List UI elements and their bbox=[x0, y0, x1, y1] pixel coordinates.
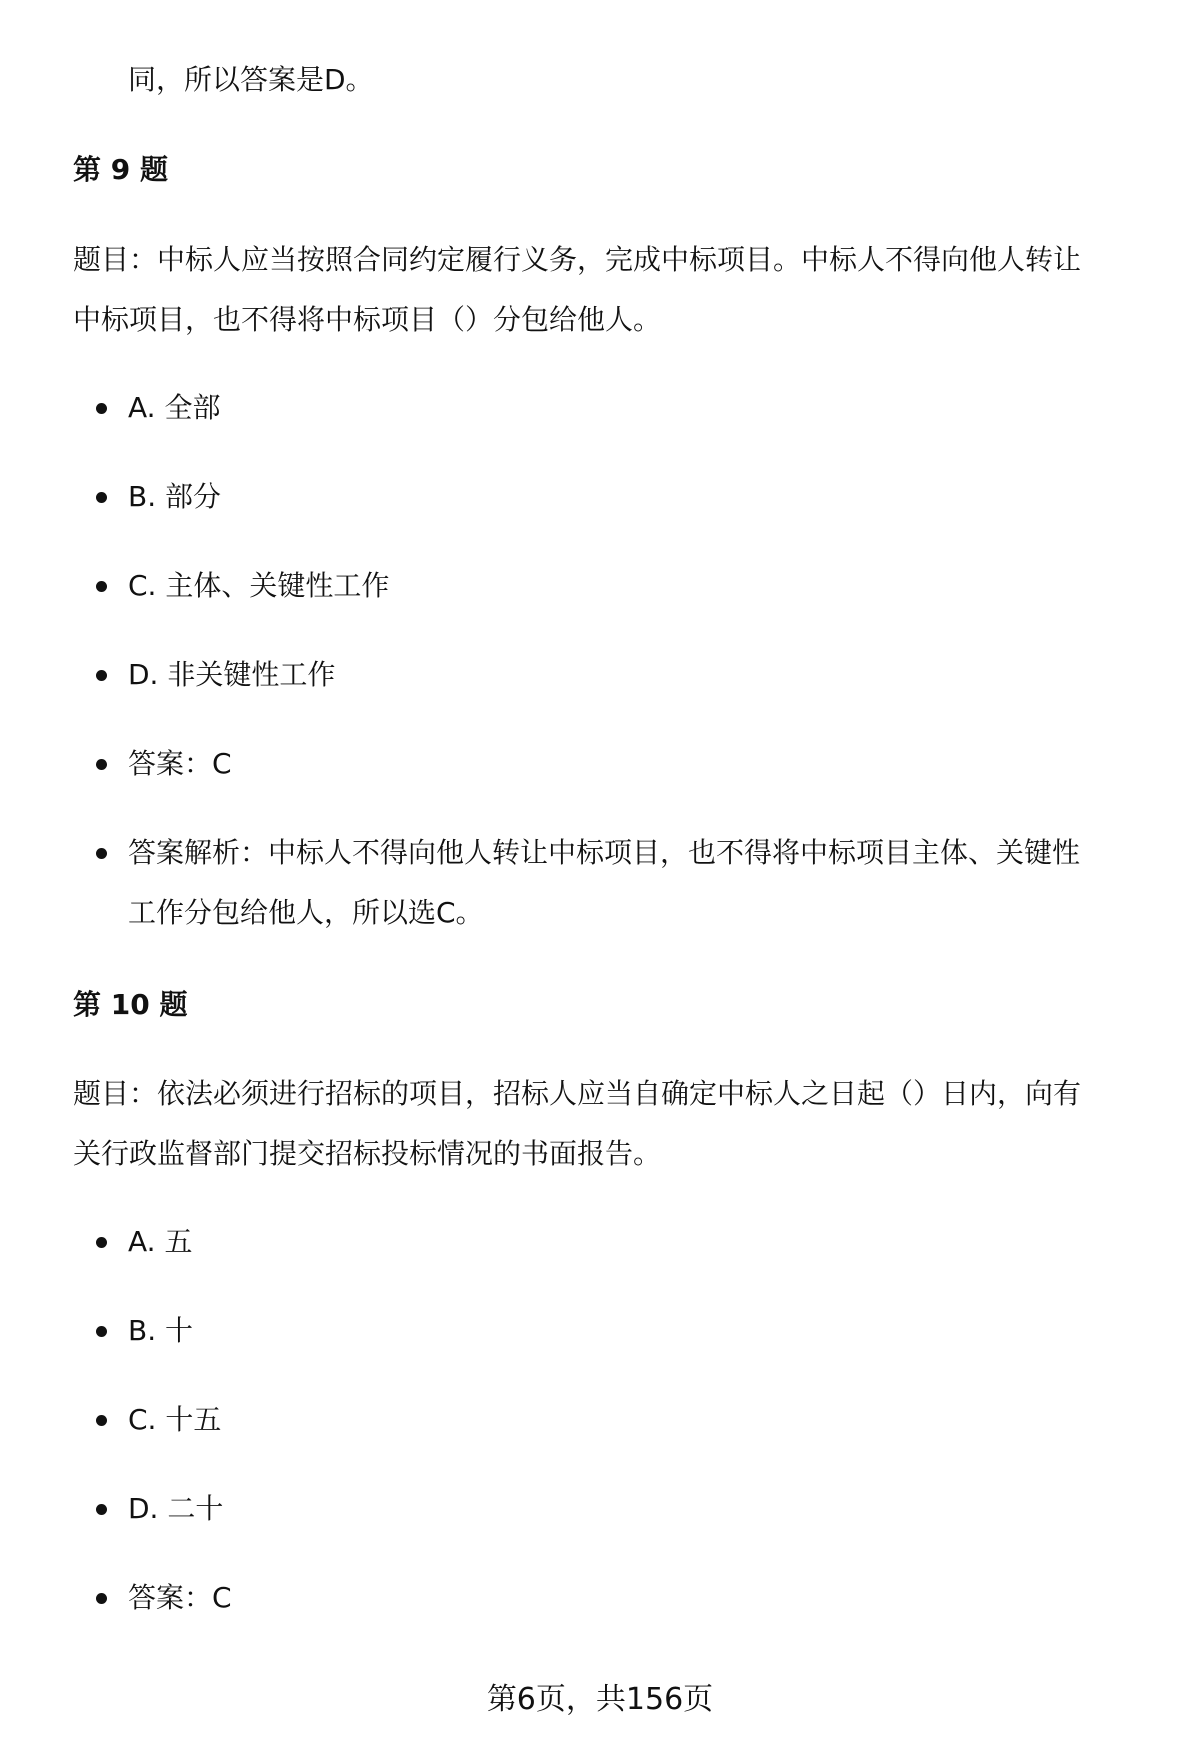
bullet-icon bbox=[96, 759, 107, 770]
bullet-icon bbox=[96, 403, 107, 414]
question-9-text-line-2: 中标项目，也不得将中标项目（）分包给他人。 bbox=[73, 303, 662, 336]
bullet-icon bbox=[96, 1415, 107, 1426]
question-9-heading: 第 9 题 bbox=[73, 153, 168, 186]
question-10-text-line-1: 题目：依法必须进行招标的项目，招标人应当自确定中标人之日起（）日内，向有 bbox=[73, 1077, 1082, 1110]
question-10-text-line-2: 关行政监督部门提交招标投标情况的书面报告。 bbox=[73, 1137, 662, 1170]
question-10-heading: 第 10 题 bbox=[73, 988, 188, 1021]
question-9-text bbox=[73, 230, 1153, 350]
bullet-icon bbox=[96, 848, 107, 859]
question-9-analysis-line-2: 工作分包给他人，所以选C。 bbox=[128, 896, 484, 929]
page-number-footer: 第6页，共156页 bbox=[486, 1682, 714, 1717]
bullet-icon bbox=[96, 581, 107, 592]
bullet-icon bbox=[96, 670, 107, 681]
question-9-text-line-1: 题目：中标人应当按照合同约定履行义务，完成中标项目。中标人不得向他人转让 bbox=[73, 243, 1082, 276]
question-10-text bbox=[73, 1064, 1153, 1184]
bullet-icon bbox=[96, 1593, 107, 1604]
bullet-icon bbox=[96, 1326, 107, 1337]
document-page: 同，所以答案是D。 第 9 题 题目：中标人应当按照合同约定履行义务，完成中标项目。中标人不得向他人转让 中标项目，也不得将中标项目（）分包给他人。 A. 全部 B. 部分 C. 主体、关键性工作 D. 非关键性工作 答案：C 答案解析：中标人不得向他人转让中标项目，也不得将中标项目主体、关键性 工作分包给他人，所以选C。 第 10 题 题目：依法必须进行招标的项目，招标人应当自确定中标人之日起（）日内，向有 关行政监督部门提交招标投标情况的书面报告。 A. 五 B. 十 C. 十五 D. 二十 答案：C 第6页，共156页 bbox=[0, 0, 1200, 1755]
continuation-text: 同，所以答案是D。 bbox=[128, 63, 374, 96]
bullet-icon bbox=[96, 492, 107, 503]
bullet-icon bbox=[96, 1237, 107, 1248]
bullet-icon bbox=[96, 1504, 107, 1515]
question-9-analysis-line-1: 答案解析：中标人不得向他人转让中标项目，也不得将中标项目主体、关键性 bbox=[128, 836, 1081, 869]
